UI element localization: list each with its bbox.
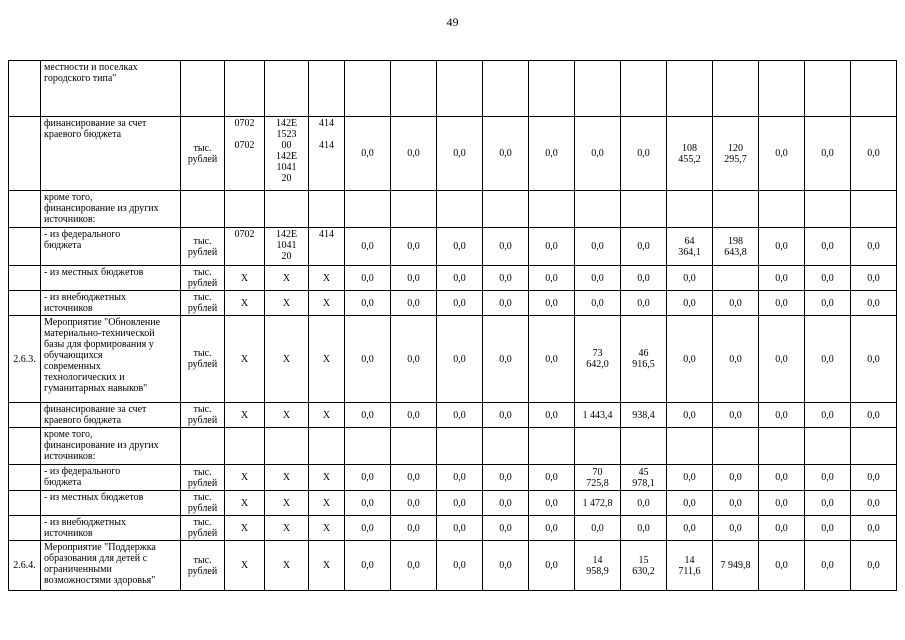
table-row	[9, 541, 897, 591]
expense-code-cell: 414	[309, 228, 345, 266]
value-cell	[667, 191, 713, 228]
description-cell: кроме того, финансирование из других источников:	[41, 428, 181, 465]
value-cell: 0,0	[437, 541, 483, 591]
value-cell: 0,0	[851, 491, 897, 516]
row-number-cell	[9, 117, 41, 191]
expense-code-cell	[309, 428, 345, 465]
value-cell: 0,0	[529, 465, 575, 491]
row-number-cell: 2.6.4.	[9, 541, 41, 591]
row-number-cell	[9, 291, 41, 316]
value-cell	[759, 428, 805, 465]
table-row	[9, 403, 897, 428]
value-cell: 0,0	[345, 491, 391, 516]
value-cell: 0,0	[575, 228, 621, 266]
value-cell: 64 364,1	[667, 228, 713, 266]
value-cell: 0,0	[483, 266, 529, 291]
value-cell: 0,0	[759, 291, 805, 316]
value-cell	[483, 191, 529, 228]
value-cell	[759, 191, 805, 228]
value-cell: 0,0	[529, 228, 575, 266]
value-cell: 0,0	[345, 266, 391, 291]
table-row	[9, 491, 897, 516]
value-cell	[483, 61, 529, 117]
value-cell: 0,0	[437, 491, 483, 516]
value-cell	[851, 428, 897, 465]
value-cell	[529, 191, 575, 228]
table-row	[9, 228, 897, 266]
expense-code-cell: Х	[309, 403, 345, 428]
row-number-cell	[9, 228, 41, 266]
value-cell: 0,0	[805, 228, 851, 266]
value-cell: 0,0	[713, 491, 759, 516]
section-code-cell: Х	[225, 316, 265, 403]
section-code-cell: Х	[225, 465, 265, 491]
value-cell: 0,0	[667, 465, 713, 491]
target-code-cell: Х	[265, 465, 309, 491]
value-cell	[667, 61, 713, 117]
row-number-cell	[9, 491, 41, 516]
value-cell: 0,0	[759, 228, 805, 266]
value-cell	[345, 428, 391, 465]
value-cell: 0,0	[345, 403, 391, 428]
value-cell: 0,0	[437, 228, 483, 266]
section-code-cell: Х	[225, 266, 265, 291]
unit-cell: тыс. рублей	[181, 291, 225, 316]
value-cell: 0,0	[667, 266, 713, 291]
value-cell: 0,0	[345, 316, 391, 403]
value-cell: 0,0	[805, 266, 851, 291]
value-cell: 0,0	[805, 316, 851, 403]
expense-code-cell	[309, 191, 345, 228]
section-code-cell: Х	[225, 491, 265, 516]
value-cell: 0,0	[713, 465, 759, 491]
value-cell	[805, 61, 851, 117]
value-cell: 0,0	[391, 291, 437, 316]
unit-cell: тыс. рублей	[181, 266, 225, 291]
value-cell: 0,0	[805, 465, 851, 491]
value-cell: 0,0	[667, 516, 713, 541]
row-number-cell: 2.6.3.	[9, 316, 41, 403]
row-number-cell	[9, 465, 41, 491]
value-cell: 0,0	[759, 541, 805, 591]
value-cell: 0,0	[391, 403, 437, 428]
row-number-cell	[9, 428, 41, 465]
unit-cell	[181, 61, 225, 117]
value-cell: 0,0	[345, 541, 391, 591]
value-cell	[621, 191, 667, 228]
target-code-cell: 142Е 1523 00 142Е 1041 20	[265, 117, 309, 191]
value-cell: 0,0	[621, 516, 667, 541]
value-cell: 0,0	[759, 403, 805, 428]
target-code-cell	[265, 428, 309, 465]
value-cell: 0,0	[483, 291, 529, 316]
target-code-cell: Х	[265, 541, 309, 591]
value-cell	[805, 428, 851, 465]
value-cell: 0,0	[345, 228, 391, 266]
value-cell: 0,0	[345, 117, 391, 191]
section-code-cell	[225, 428, 265, 465]
section-code-cell	[225, 61, 265, 117]
section-code-cell: 0702 0702	[225, 117, 265, 191]
value-cell: 0,0	[851, 117, 897, 191]
unit-cell	[181, 191, 225, 228]
value-cell: 0,0	[851, 228, 897, 266]
value-cell: 0,0	[483, 491, 529, 516]
target-code-cell: Х	[265, 266, 309, 291]
value-cell	[851, 61, 897, 117]
table-row	[9, 266, 897, 291]
page-number: 49	[446, 15, 459, 29]
expense-code-cell: Х	[309, 465, 345, 491]
unit-cell: тыс. рублей	[181, 465, 225, 491]
value-cell: 0,0	[437, 291, 483, 316]
budget-table	[8, 60, 897, 591]
value-cell: 0,0	[391, 491, 437, 516]
row-number-cell	[9, 61, 41, 117]
value-cell: 0,0	[851, 516, 897, 541]
value-cell: 120 295,7	[713, 117, 759, 191]
target-code-cell: Х	[265, 403, 309, 428]
value-cell: 0,0	[483, 117, 529, 191]
value-cell	[391, 428, 437, 465]
value-cell: 0,0	[759, 266, 805, 291]
target-code-cell: Х	[265, 516, 309, 541]
section-code-cell: 0702	[225, 228, 265, 266]
value-cell: 0,0	[575, 266, 621, 291]
target-code-cell: Х	[265, 491, 309, 516]
row-number-cell	[9, 516, 41, 541]
value-cell	[529, 428, 575, 465]
value-cell: 0,0	[345, 465, 391, 491]
expense-code-cell: Х	[309, 291, 345, 316]
table-row	[9, 61, 897, 117]
value-cell: 0,0	[391, 516, 437, 541]
value-cell: 0,0	[621, 491, 667, 516]
description-cell: - из внебюджетных источников	[41, 291, 181, 316]
expense-code-cell: 414 414	[309, 117, 345, 191]
value-cell: 0,0	[667, 291, 713, 316]
unit-cell: тыс. рублей	[181, 228, 225, 266]
row-number-cell	[9, 266, 41, 291]
value-cell: 0,0	[529, 516, 575, 541]
value-cell: 0,0	[575, 291, 621, 316]
value-cell: 0,0	[483, 228, 529, 266]
table-row	[9, 516, 897, 541]
value-cell: 0,0	[805, 516, 851, 541]
unit-cell: тыс. рублей	[181, 403, 225, 428]
value-cell: 0,0	[391, 465, 437, 491]
value-cell: 0,0	[667, 316, 713, 403]
description-cell: - из федерального бюджета	[41, 228, 181, 266]
value-cell: 0,0	[529, 316, 575, 403]
value-cell: 0,0	[805, 491, 851, 516]
table-row	[9, 291, 897, 316]
value-cell	[575, 61, 621, 117]
target-code-cell: 142Е 1041 20	[265, 228, 309, 266]
expense-code-cell: Х	[309, 491, 345, 516]
expense-code-cell: Х	[309, 266, 345, 291]
expense-code-cell: Х	[309, 541, 345, 591]
value-cell: 0,0	[713, 403, 759, 428]
value-cell: 0,0	[805, 117, 851, 191]
table-row	[9, 465, 897, 491]
value-cell: 0,0	[529, 491, 575, 516]
section-code-cell: Х	[225, 516, 265, 541]
value-cell: 14 711,6	[667, 541, 713, 591]
value-cell: 7 949,8	[713, 541, 759, 591]
description-cell: - из внебюджетных источников	[41, 516, 181, 541]
value-cell: 0,0	[391, 541, 437, 591]
value-cell: 0,0	[851, 403, 897, 428]
value-cell: 0,0	[713, 516, 759, 541]
value-cell	[483, 428, 529, 465]
value-cell: 0,0	[621, 291, 667, 316]
value-cell: 938,4	[621, 403, 667, 428]
table-row	[9, 428, 897, 465]
value-cell	[575, 428, 621, 465]
value-cell: 0,0	[851, 465, 897, 491]
value-cell	[759, 61, 805, 117]
target-code-cell: Х	[265, 316, 309, 403]
value-cell	[437, 191, 483, 228]
value-cell: 70 725,8	[575, 465, 621, 491]
value-cell: 0,0	[437, 266, 483, 291]
value-cell: 0,0	[851, 266, 897, 291]
row-number-cell	[9, 403, 41, 428]
expense-code-cell: Х	[309, 316, 345, 403]
value-cell: 0,0	[391, 228, 437, 266]
value-cell: 0,0	[483, 403, 529, 428]
value-cell: 0,0	[483, 316, 529, 403]
section-code-cell: Х	[225, 291, 265, 316]
value-cell: 0,0	[621, 228, 667, 266]
table-row	[9, 117, 897, 191]
value-cell: 0,0	[345, 291, 391, 316]
description-cell: - из местных бюджетов	[41, 266, 181, 291]
value-cell: 0,0	[621, 266, 667, 291]
value-cell: 0,0	[529, 266, 575, 291]
table-row	[9, 316, 897, 403]
description-cell: финансирование за счет краевого бюджета	[41, 403, 181, 428]
value-cell: 0,0	[713, 291, 759, 316]
unit-cell: тыс. рублей	[181, 316, 225, 403]
value-cell	[805, 191, 851, 228]
value-cell: 0,0	[805, 291, 851, 316]
section-code-cell: Х	[225, 541, 265, 591]
description-cell: Мероприятие "Поддержка образования для детей с ограниченными возможностями здоровья"	[41, 541, 181, 591]
value-cell: 0,0	[391, 316, 437, 403]
value-cell	[345, 61, 391, 117]
value-cell: 0,0	[667, 491, 713, 516]
description-cell: Мероприятие "Обновление материально-технической базы для формирования у обучающихся современных технологических и гуманитарных навыков"	[41, 316, 181, 403]
description-cell: финансирование за счет краевого бюджета	[41, 117, 181, 191]
value-cell	[575, 191, 621, 228]
value-cell: 0,0	[759, 516, 805, 541]
value-cell: 15 630,2	[621, 541, 667, 591]
value-cell: 0,0	[483, 516, 529, 541]
value-cell	[391, 191, 437, 228]
table-body	[9, 61, 897, 591]
value-cell	[851, 191, 897, 228]
description-cell: - из местных бюджетов	[41, 491, 181, 516]
value-cell	[713, 191, 759, 228]
target-code-cell: Х	[265, 291, 309, 316]
value-cell: 0,0	[529, 403, 575, 428]
value-cell: 0,0	[437, 403, 483, 428]
value-cell: 108 455,2	[667, 117, 713, 191]
value-cell: 0,0	[851, 541, 897, 591]
value-cell: 0,0	[805, 541, 851, 591]
value-cell: 0,0	[575, 117, 621, 191]
value-cell: 0,0	[621, 117, 667, 191]
value-cell: 0,0	[575, 516, 621, 541]
value-cell: 0,0	[437, 117, 483, 191]
value-cell	[713, 61, 759, 117]
value-cell: 0,0	[437, 465, 483, 491]
value-cell	[667, 428, 713, 465]
value-cell: 0,0	[437, 316, 483, 403]
description-cell: кроме того, финансирование из других источников:	[41, 191, 181, 228]
value-cell: 0,0	[851, 291, 897, 316]
unit-cell	[181, 428, 225, 465]
value-cell: 1 472,8	[575, 491, 621, 516]
value-cell: 0,0	[437, 516, 483, 541]
value-cell: 0,0	[345, 516, 391, 541]
value-cell: 0,0	[529, 291, 575, 316]
value-cell: 45 978,1	[621, 465, 667, 491]
value-cell	[621, 428, 667, 465]
value-cell: 0,0	[805, 403, 851, 428]
value-cell: 0,0	[391, 117, 437, 191]
value-cell	[345, 191, 391, 228]
value-cell: 1 443,4	[575, 403, 621, 428]
value-cell	[621, 61, 667, 117]
section-code-cell: Х	[225, 403, 265, 428]
value-cell: 0,0	[483, 541, 529, 591]
value-cell: 73 642,0	[575, 316, 621, 403]
value-cell	[437, 428, 483, 465]
unit-cell: тыс. рублей	[181, 541, 225, 591]
description-cell: - из федерального бюджета	[41, 465, 181, 491]
value-cell: 14 958,9	[575, 541, 621, 591]
value-cell	[529, 61, 575, 117]
value-cell: 0,0	[391, 266, 437, 291]
value-cell: 0,0	[759, 491, 805, 516]
value-cell: 0,0	[851, 316, 897, 403]
section-code-cell	[225, 191, 265, 228]
description-cell: местности и поселках городского типа"	[41, 61, 181, 117]
target-code-cell	[265, 191, 309, 228]
unit-cell: тыс. рублей	[181, 117, 225, 191]
value-cell: 0,0	[529, 541, 575, 591]
value-cell: 0,0	[483, 465, 529, 491]
expense-code-cell	[309, 61, 345, 117]
value-cell: 0,0	[759, 465, 805, 491]
value-cell: 0,0	[759, 316, 805, 403]
value-cell	[437, 61, 483, 117]
table-row	[9, 191, 897, 228]
value-cell: 0,0	[759, 117, 805, 191]
value-cell	[713, 428, 759, 465]
value-cell: 46 916,5	[621, 316, 667, 403]
value-cell: 198 643,8	[713, 228, 759, 266]
expense-code-cell: Х	[309, 516, 345, 541]
value-cell: 0,0	[529, 117, 575, 191]
unit-cell: тыс. рублей	[181, 516, 225, 541]
target-code-cell	[265, 61, 309, 117]
row-number-cell	[9, 191, 41, 228]
value-cell	[713, 266, 759, 291]
value-cell: 0,0	[713, 316, 759, 403]
value-cell	[391, 61, 437, 117]
unit-cell: тыс. рублей	[181, 491, 225, 516]
value-cell: 0,0	[667, 403, 713, 428]
